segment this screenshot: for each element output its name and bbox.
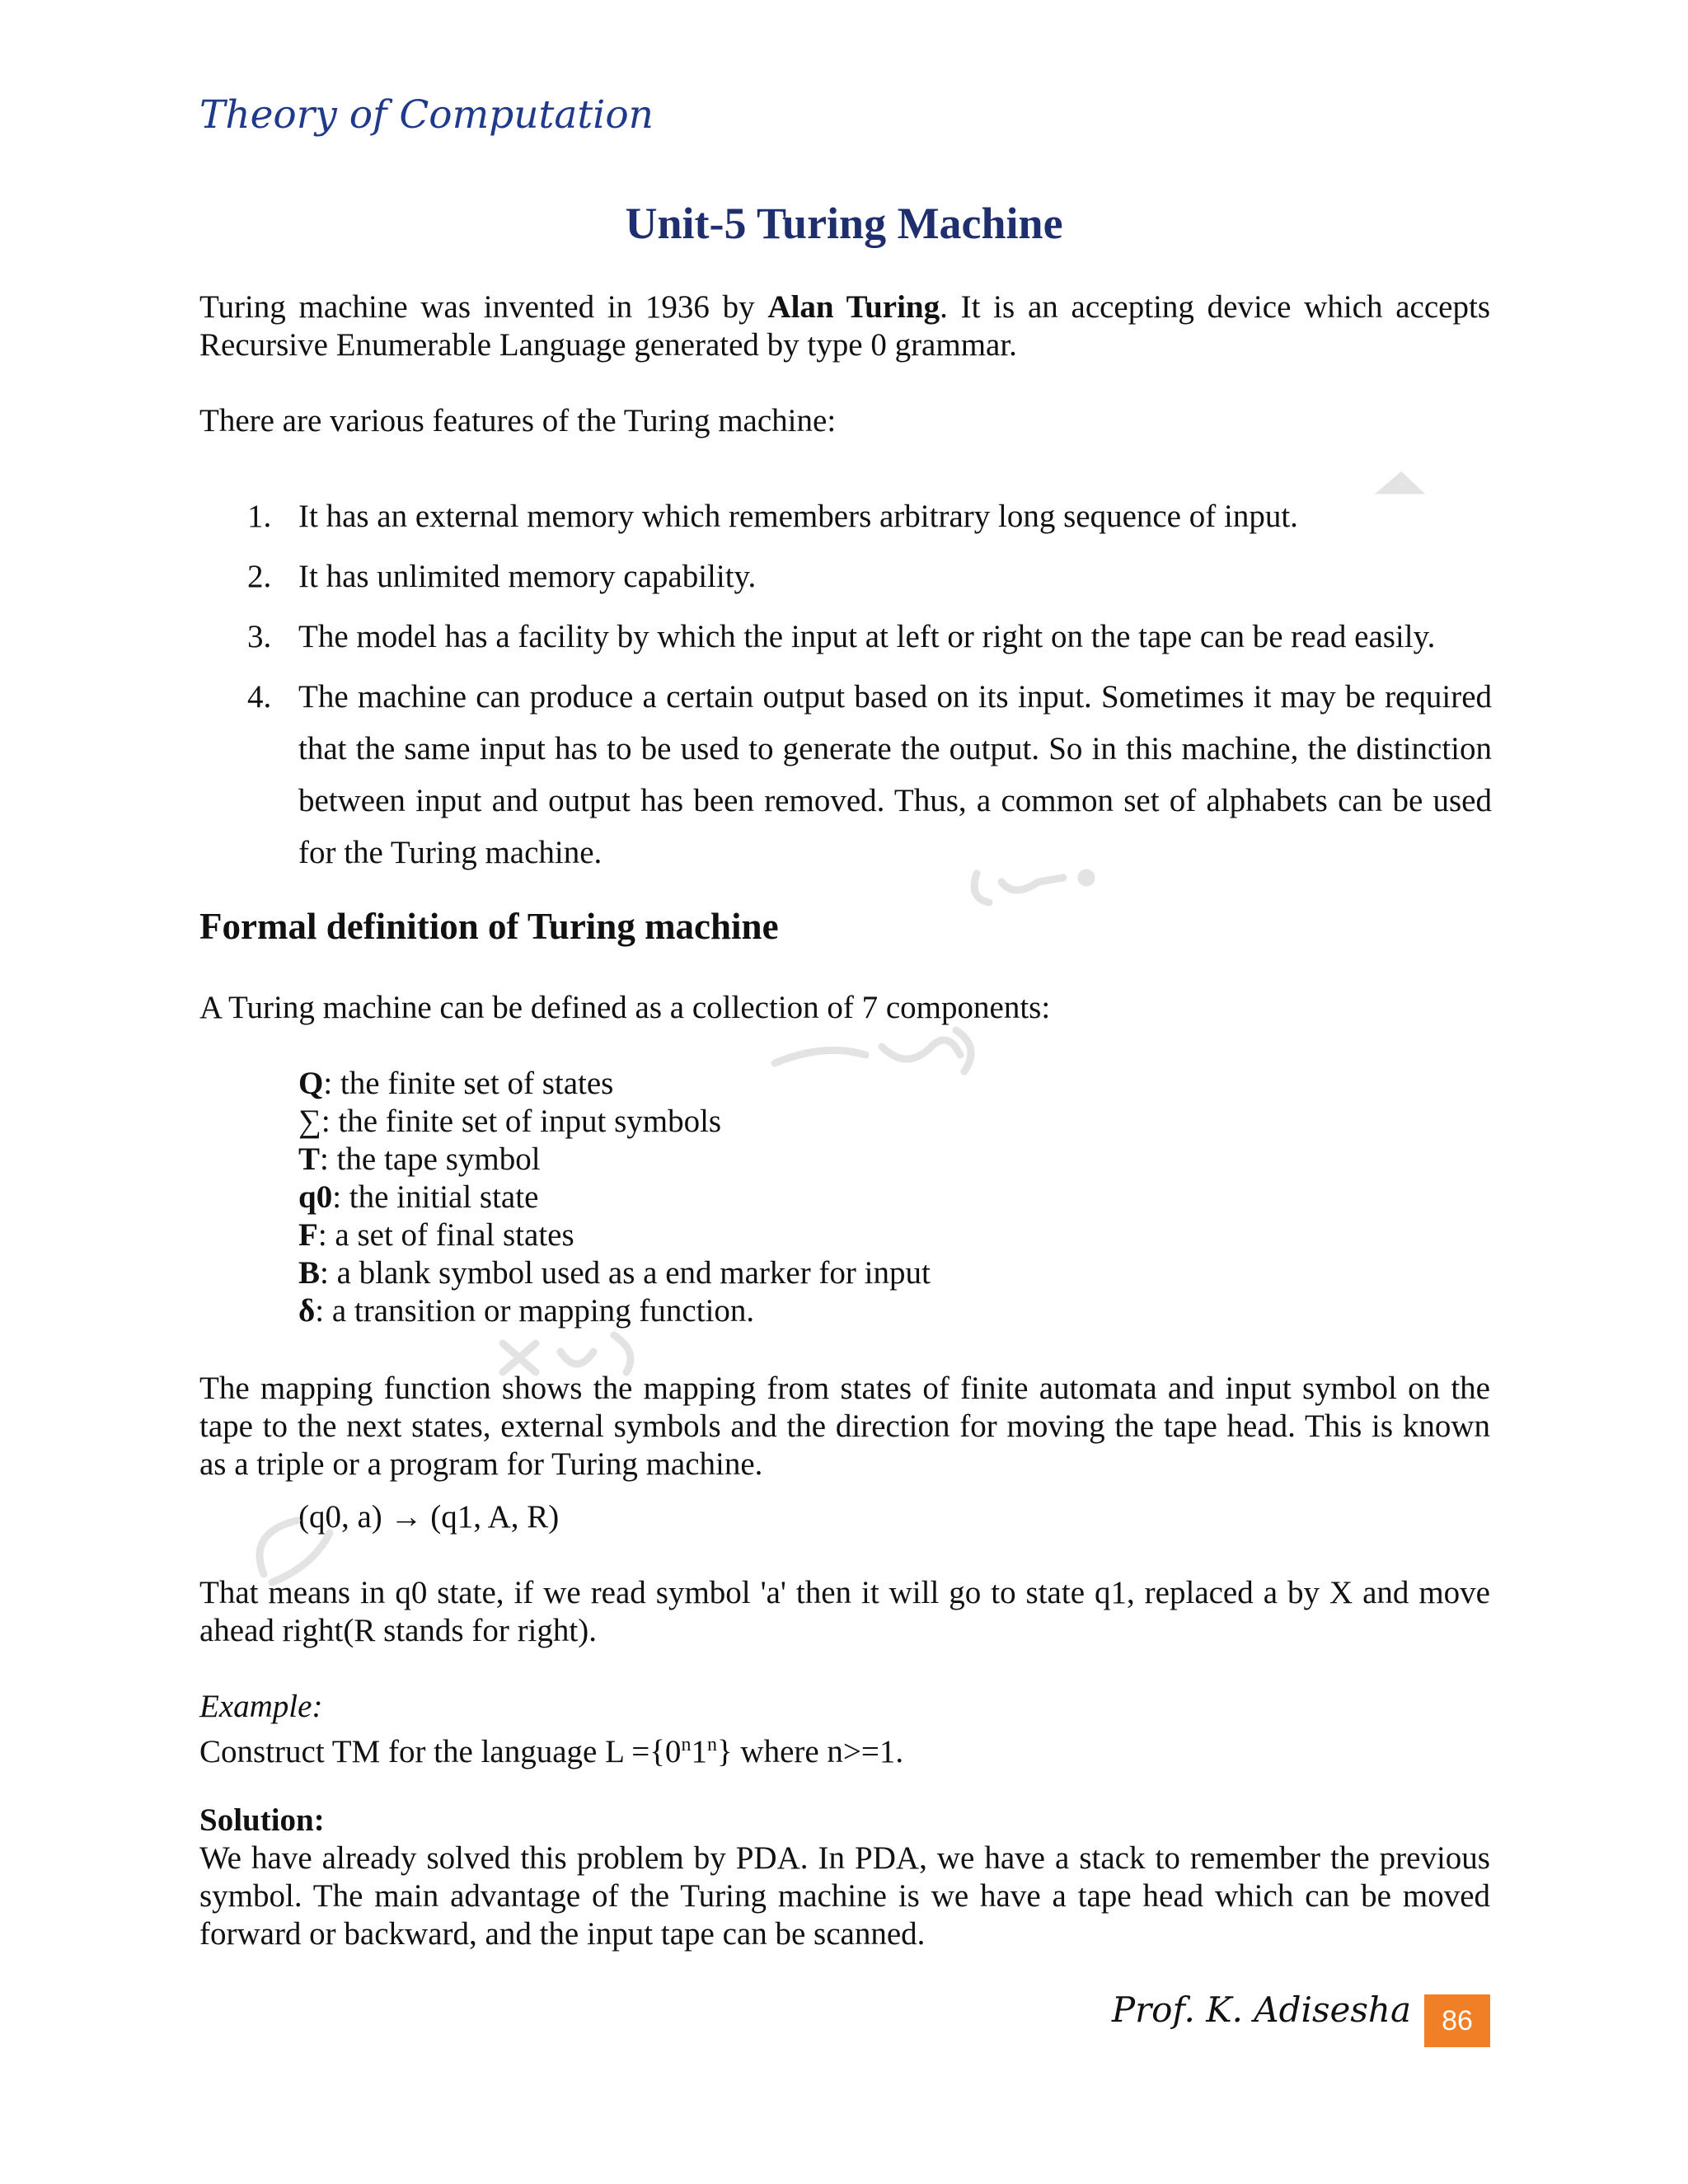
section-heading: Formal definition of Turing machine (199, 906, 779, 947)
component-item (298, 1103, 931, 1141)
list-item-text: It has an external memory which remembers arbitrary long sequence of input. (298, 499, 1298, 534)
component-desc: : the tape symbol (320, 1141, 541, 1177)
example-superscript: n (706, 1734, 717, 1755)
example-text-mid: 1 (691, 1734, 707, 1769)
component-symbol: F (298, 1217, 318, 1253)
component-desc: : a blank symbol used as a end marker for input (320, 1255, 931, 1291)
example-text-end: } where n>=1. (716, 1734, 904, 1769)
example-superscript: n (681, 1734, 692, 1755)
component-item (298, 1292, 931, 1330)
component-desc: : the initial state (332, 1179, 539, 1215)
component-desc: : a transition or mapping function. (315, 1293, 755, 1329)
list-item-text: The machine can produce a certain output based on its input. Sometimes it may be required that the same input has to be used to generate the output. So in this machine, the distinction between input and output has been removed. Thus, a common set of alphabets can be used for the Turing machine. (298, 679, 1492, 870)
component-symbol: q0 (298, 1179, 333, 1215)
transition-formula: (q0, a) → (q1, A, R) (298, 1499, 560, 1535)
page-title: Unit-5 Turing Machine (625, 199, 1063, 248)
intro-bold-name: Alan Turing (767, 289, 940, 325)
intro-text-end: . It is an accepting device which accepts Recursive Enumerable Language generated by type 0 grammar. (199, 289, 1490, 363)
component-desc: : a set of final states (317, 1217, 574, 1253)
example-text (199, 1726, 1490, 1771)
component-item (298, 1216, 931, 1254)
solution-text: We have already solved this problem by PDA. In PDA, we have a stack to remember the previous symbol. The main advantage of the Turing machine is we have a tape head which can be moved forward or backward, and the input tape can be scanned. (199, 1840, 1490, 1952)
intro-text-start: Turing machine was invented in 1936 by (199, 289, 768, 325)
component-symbol: δ (298, 1293, 316, 1329)
mapping-paragraph: The mapping function shows the mapping from states of finite automata and input symbol on the tape to the next states, external symbols and the direction for moving the tape head. This is known as a triple or a program for Turing machine. (199, 1371, 1490, 1482)
list-item (247, 611, 1492, 663)
list-item (247, 490, 1492, 542)
formula-explanation: That means in q0 state, if we read symbol 'a' then it will go to state q1, replaced a by X and move ahead right(R stands for right). (199, 1575, 1490, 1648)
component-symbol: T (298, 1141, 321, 1177)
footer-author: Prof. K. Adisesha (1111, 1990, 1411, 2030)
component-desc: : the finite set of states (323, 1066, 614, 1101)
page-number-badge: 86 (1424, 1994, 1490, 2047)
component-symbol: ∑ (298, 1104, 321, 1139)
list-item-text: The model has a facility by which the input at left or right on the tape can be read easily. (298, 619, 1436, 654)
components-list (298, 1065, 931, 1330)
example-text-start: Construct TM for the language L ={0 (199, 1734, 682, 1769)
component-item (298, 1254, 931, 1292)
component-item (298, 1065, 931, 1103)
component-item (298, 1141, 931, 1179)
example-label: Example: (199, 1689, 323, 1724)
component-symbol: Q (298, 1066, 324, 1101)
list-item-number: 2. (247, 559, 272, 594)
list-item (247, 671, 1492, 879)
list-item-text: It has unlimited memory capability. (298, 559, 757, 594)
example-block (199, 1688, 1490, 1771)
list-item-number: 4. (247, 679, 272, 715)
component-item (298, 1179, 931, 1216)
list-item (247, 551, 1492, 602)
features-intro: There are various features of the Turing machine: (199, 403, 837, 438)
component-desc: : the finite set of input symbols (321, 1104, 722, 1139)
component-symbol: B (298, 1255, 321, 1291)
list-item-number: 3. (247, 619, 272, 654)
list-item-number: 1. (247, 499, 272, 534)
solution-block (199, 1802, 1490, 1953)
features-list (247, 490, 1492, 879)
running-header: Theory of Computation (199, 92, 654, 138)
intro-paragraph (199, 288, 1490, 364)
components-intro: A Turing machine can be defined as a collection of 7 components: (199, 990, 1051, 1025)
solution-label: Solution: (199, 1802, 325, 1838)
